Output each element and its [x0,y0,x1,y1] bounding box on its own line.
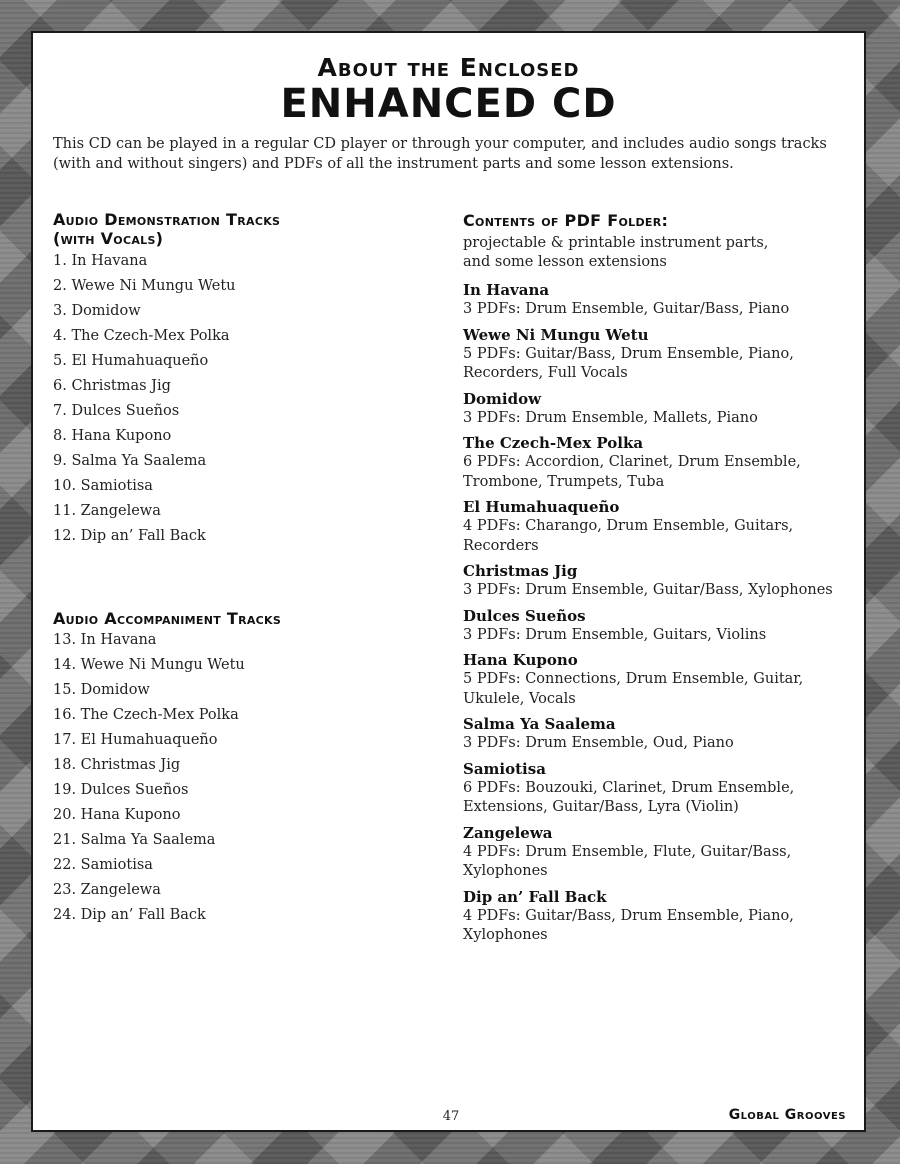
track-item: 23. Zangelewa [53,882,161,898]
title-line-1: About the Enclosed [317,53,580,82]
pdf-item-title: Samiotisa [463,759,546,778]
track-item: 16. The Czech-Mex Polka [53,707,239,723]
track-item: 20. Hana Kupono [53,807,181,823]
pdf-item [463,326,853,384]
accomp-track-list [53,628,245,928]
pdf-item-title: Dulces Sueños [463,606,586,625]
pdf-item-title: El Humahuaqueño [463,498,620,516]
intro-paragraph: This CD can be played in a regular CD player or through your computer, and includes audio songs tracks (with and without singers) and PDFs of all the instrument parts and some lesson extensions. [53,136,827,172]
pdf-item [463,715,853,754]
pdf-item [463,824,853,882]
pdf-item-description: 3 PDFs: Drum Ensemble, Guitars, Violins [463,626,767,643]
accomp-tracks-heading: Audio Accompaniment Tracks [53,609,282,628]
pdf-item-description: 5 PDFs: Connections, Drum Ensemble, Guitar, Ukulele, Vocals [463,671,804,707]
track-item: 22. Samiotisa [53,857,153,873]
track-item: 5. El Humahuaqueño [53,353,209,369]
track-item: 19. Dulces Sueños [53,782,189,798]
pdf-folder-heading: Contents of PDF Folder: [463,211,669,230]
pdf-intro-line-1: projectable & printable instrument parts, [463,235,769,251]
track-item: 1. In Havana [53,253,148,269]
pdf-item-title: In Havana [463,281,550,299]
pdf-item-description: 5 PDFs: Guitar/Bass, Drum Ensemble, Piano, Recorders, Full Vocals [463,345,794,381]
document-page [31,31,866,1132]
pdf-item-title: The Czech-Mex Polka [463,434,644,452]
track-item: 14. Wewe Ni Mungu Wetu [53,657,245,673]
title-line-2: ENHANCED CD [280,81,617,127]
track-item: 21. Salma Ya Saalema [53,832,216,848]
pdf-intro-line-2: and some lesson extensions [463,254,667,270]
track-item: 6. Christmas Jig [53,378,171,394]
pdf-item-description: 3 PDFs: Drum Ensemble, Mallets, Piano [463,409,758,426]
pdf-item-title: Christmas Jig [463,562,578,580]
pdf-contents-list [463,281,853,952]
track-item: 2. Wewe Ni Mungu Wetu [53,278,236,294]
track-item: 3. Domidow [53,303,141,319]
pdf-item [463,888,853,946]
footer-brand: Global Grooves [728,1107,846,1123]
demo-heading-line-2: (with Vocals) [53,229,164,248]
track-item: 4. The Czech-Mex Polka [53,328,230,344]
pdf-item [463,607,853,646]
pdf-item-description: 6 PDFs: Bouzouki, Clarinet, Drum Ensemble, Extensions, Guitar/Bass, Lyra (Violin) [463,779,795,815]
track-item: 18. Christmas Jig [53,757,181,773]
pdf-item-title: Zangelewa [463,823,553,842]
track-item: 9. Salma Ya Saalema [53,453,207,469]
pdf-item [463,562,853,601]
pdf-item-description: 4 PDFs: Charango, Drum Ensemble, Guitars, Recorders [463,518,794,554]
pdf-item [463,434,853,492]
pdf-item-description: 4 PDFs: Guitar/Bass, Drum Ensemble, Piano, Xylophones [463,907,794,943]
pdf-item-description: 3 PDFs: Drum Ensemble, Guitar/Bass, Xylophones [463,582,833,598]
demo-track-list [53,249,236,549]
pdf-item-description: 6 PDFs: Accordion, Clarinet, Drum Ensemble, Trombone, Trumpets, Tuba [463,454,801,490]
pdf-item [463,760,853,818]
pdf-item-description: 4 PDFs: Drum Ensemble, Flute, Guitar/Bass, Xylophones [463,843,792,879]
track-item: 17. El Humahuaqueño [53,732,218,748]
pdf-item-title: Domidow [463,389,541,408]
demo-heading-line-1: Audio Demonstration Tracks [53,210,281,229]
pdf-item-title: Hana Kupono [463,651,578,669]
pdf-item-title: Wewe Ni Mungu Wetu [463,325,649,344]
page-number: 47 [442,1109,460,1124]
pdf-item [463,390,853,429]
pdf-item [463,281,853,320]
track-item: 24. Dip an’ Fall Back [53,907,206,923]
track-item: 13. In Havana [53,632,157,648]
track-item: 10. Samiotisa [53,478,153,494]
pdf-item-title: Salma Ya Saalema [463,715,616,733]
track-item: 11. Zangelewa [53,503,161,519]
pdf-item-title: Dip an’ Fall Back [463,887,607,906]
pdf-item [463,651,853,709]
pdf-item [463,498,853,556]
pdf-item-description: 3 PDFs: Drum Ensemble, Oud, Piano [463,735,734,751]
pdf-item-description: 3 PDFs: Drum Ensemble, Guitar/Bass, Piano [463,301,790,317]
track-item: 12. Dip an’ Fall Back [53,528,206,544]
track-item: 7. Dulces Sueños [53,403,180,419]
track-item: 8. Hana Kupono [53,428,172,444]
pdf-intro [463,234,768,272]
demo-tracks-heading [53,210,280,248]
track-item: 15. Domidow [53,682,150,698]
